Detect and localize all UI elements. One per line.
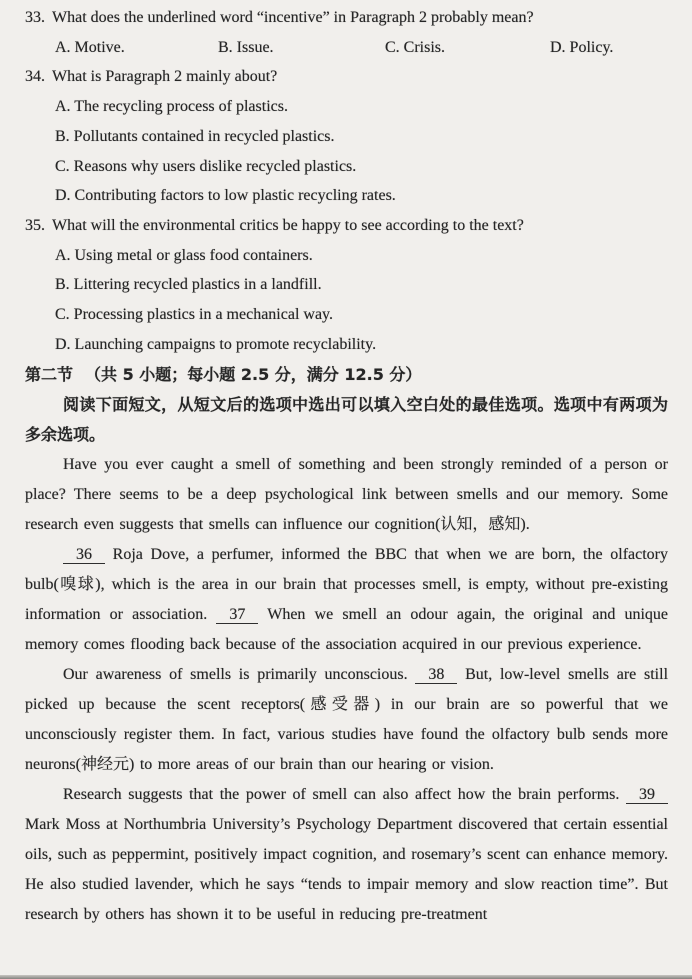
option-A: A. Using metal or glass food containers. bbox=[55, 246, 313, 264]
scan-edge bbox=[0, 975, 692, 979]
option-A: A. Motive. bbox=[55, 38, 125, 56]
question-number: 35. bbox=[25, 216, 45, 234]
fill-blank-39: 39 bbox=[626, 787, 668, 805]
passage-paragraph-4: Research suggests that the power of smell can also affect how the brain performs. 39 Mark Moss at Northumbria University’s Psychology Department discovered that certain essential oils, such as peppermint, positively impact cognition, and rosemary’s scent can enhance memory. He also studied lavender, which he says “tends to impair memory and slow reaction time”. But research by others has shown it to be useful in reducing pre-treatment bbox=[25, 785, 668, 923]
question-text: What will the environmental critics be happy to see according to the text? bbox=[52, 216, 524, 234]
question-stem bbox=[25, 211, 668, 241]
option-C: C. Crisis. bbox=[385, 38, 446, 56]
question-text: What does the underlined word “incentive” in Paragraph 2 probably mean? bbox=[52, 9, 534, 26]
option-B: B. Issue. bbox=[218, 38, 274, 56]
question-text: What is Paragraph 2 mainly about? bbox=[52, 68, 278, 86]
section-heading-line bbox=[25, 360, 668, 390]
option-D: D. Launching campaigns to promote recyclability. bbox=[55, 335, 377, 353]
section-heading: 第二节 bbox=[25, 365, 74, 385]
option-C: C. Processing plastics in a mechanical way. bbox=[55, 306, 333, 324]
options-row bbox=[55, 33, 668, 63]
question-35 bbox=[25, 211, 668, 360]
question-number: 34. bbox=[25, 68, 45, 86]
question-list bbox=[25, 3, 668, 359]
passage-paragraph-3: Our awareness of smells is primarily unconscious. 38 But, low-level smells are still picked up because the scent receptors(感受器) in our brain are so powerful that we unconsciously register them. In fact, various studies have found the olfactory bulb sends more neurons(神经元) to more areas of our brain than our hearing or vision. bbox=[25, 665, 669, 773]
question-33 bbox=[25, 3, 668, 62]
passage bbox=[25, 450, 668, 930]
passage-paragraph-1: Have you ever caught a smell of something and been strongly reminded of a person or place? There seems to be a deep psychological link between smells and our memory. Some research even suggests that smells can influence our cognition(认知，感知). bbox=[25, 455, 668, 533]
question-34 bbox=[25, 62, 668, 211]
section-note: （共 5 小题；每小题 2.5 分，满分 12.5 分） bbox=[85, 365, 422, 385]
option-D: D. Contributing factors to low plastic recycling rates. bbox=[55, 187, 396, 205]
option-D: D. Policy. bbox=[550, 38, 614, 56]
fill-blank-37: 37 bbox=[216, 607, 258, 625]
option-A: A. The recycling process of plastics. bbox=[55, 98, 288, 116]
passage-paragraph-2: 36 Roja Dove, a perfumer, informed the BBC that when we are born, the olfactory bulb(嗅球), which is the area in our brain that processes smell, is empty, without pre-existing information or association. 37 When we smell an odour again, the original and unique memory comes flooding back because of the association acquired in our previous experience. bbox=[25, 545, 668, 653]
option-B: B. Littering recycled plastics in a landfill. bbox=[55, 276, 322, 294]
option-B: B. Pollutants contained in recycled plastics. bbox=[55, 127, 335, 145]
option-C: C. Reasons why users dislike recycled plastics. bbox=[55, 157, 357, 175]
fill-blank-36: 36 bbox=[63, 547, 105, 565]
section-instructions: 阅读下面短文，从短文后的选项中选出可以填入空白处的最佳选项。选项中有两项为多余选项。 bbox=[25, 395, 668, 445]
question-stem bbox=[25, 62, 668, 92]
question-stem bbox=[25, 3, 668, 33]
question-number: 33. bbox=[25, 9, 45, 26]
fill-blank-38: 38 bbox=[415, 667, 457, 685]
